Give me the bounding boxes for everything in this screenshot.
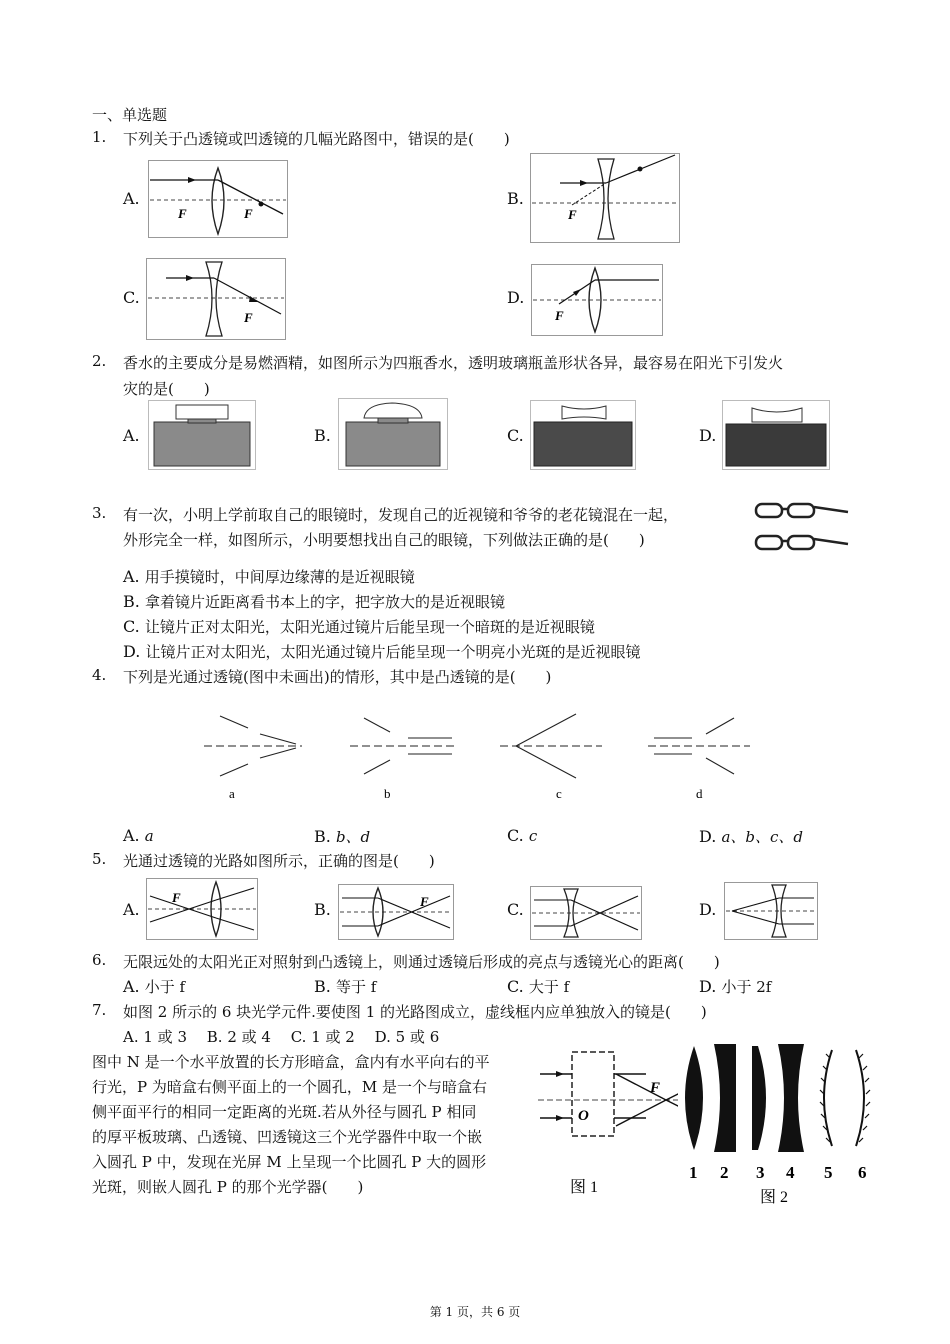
q4-option-d-text: a、b、c、d [721,828,803,846]
q4-fig-label-c: c [556,786,562,801]
q6-stem: 无限远处的太阳光正对照射到凸透镜上，则通过透镜后形成的亮点与透镜光心的距离( ) [123,953,720,971]
q3-option-b-text: 拿着镜片近距离看书本上的字，把字放大的是近视眼镜 [144,593,505,611]
q7-fig2-number-1: 1 [689,1163,698,1182]
q2-option-c[interactable]: C. [507,426,524,445]
q4-option-a-text: a [144,827,154,845]
q2-fig-a-perfume-bottle-flat-cap [148,400,256,470]
q3-option-a[interactable] [123,566,415,587]
q2-stem-line1: 香水的主要成分是易燃酒精，如图所示为四瓶香水，透明玻璃瓶盖形状各异，最容易在阳光下引发火 [123,354,784,372]
q7-fig2-number-5: 5 [824,1163,833,1182]
q5-option-a[interactable]: A. [123,900,140,919]
q1-number: 1. [92,128,107,146]
q3-fig-two-eyeglasses [752,498,852,560]
q5-number: 5. [92,850,107,868]
q8-text-line-4: 的厚平板玻璃、凸透镜、凹透镜这三个光学器件中取一个嵌 [92,1128,483,1146]
svg-text:F: F [244,206,253,221]
q3-stem-line1: 有一次，小明上学前取自己的眼镜时，发现自己的近视镜和爷爷的老花镜混在一起， [123,506,679,524]
q1-stem: 下列关于凸透镜或凹透镜的几幅光路图中，错误的是( ) [123,130,510,148]
q4-fig-light-paths [200,706,760,806]
q4-stem: 下列是光通过透镜(图中未画出)的情形，其中是凸透镜的是( ) [123,668,552,686]
q5-stem: 光通过透镜的光路如图所示，正确的图是( ) [123,852,435,870]
q7-fig2-number-2: 2 [720,1163,729,1182]
q6-option-b[interactable] [314,976,376,997]
q3-option-a-letter: A. [123,567,140,586]
q1-option-a[interactable]: A. [123,189,140,208]
q7-fig2-six-optical-elements [678,1040,874,1206]
q1-option-d[interactable]: D. [507,288,525,307]
section-title: 一、单选题 [92,106,168,124]
svg-text:F: F [178,206,187,221]
svg-text:F: F [568,207,577,222]
q1-option-c[interactable]: C. [123,288,140,307]
q8-text-line-6: 光斑，则嵌人圆孔 P 的那个光学器( ) [92,1178,364,1196]
q6-option-d-text: 小于 2f [721,978,772,996]
q5-fig-d-concave-lens [724,882,818,940]
q3-option-b-letter: B. [123,592,140,611]
q5-option-b[interactable]: B. [314,900,331,919]
q4-option-b-letter: B. [314,827,331,846]
svg-text:F: F [555,308,564,323]
q2-fig-d-perfume-bottle-shaped-cap [722,400,830,470]
q2-stem-line2: 灾的是( ) [123,380,210,398]
q8-text-line-2: 行光，P 为暗盒右侧平面上的一个圆孔，M 是一个与暗盒右 [92,1078,487,1096]
q3-option-c-text: 让镜片正对太阳光，太阳光通过镜片后能呈现一个暗斑的是近视眼镜 [144,618,595,636]
q4-option-c-text: c [528,827,538,845]
q4-fig-label-d: d [696,786,703,801]
q1-fig-a-convex-lens-diagram [148,160,288,238]
q6-option-d[interactable] [699,976,771,997]
q4-fig-label-b: b [384,786,391,801]
q1-fig-d-convex-lens-diagram [531,264,663,336]
q7-options[interactable]: A. 1 或 3 B. 2 或 4 C. 1 或 2 D. 5 或 6 [123,1028,440,1046]
q6-option-a-letter: A. [123,977,140,996]
page-footer: 第 1 页，共 6 页 [429,1305,521,1319]
q7-stem: 如图 2 所示的 6 块光学元件.要使图 1 的光路图成立，虚线框内应单独放入的镜是( ) [123,1003,707,1021]
q5-option-c[interactable]: C. [507,900,524,919]
q5-fig-b-convex-lens [338,884,454,940]
q7-fig2-caption: 图 2 [760,1189,789,1206]
q4-option-a[interactable] [123,826,154,845]
q3-option-d[interactable] [123,641,640,662]
q1-fig-b-concave-lens-diagram [530,153,680,243]
q4-fig-label-a: a [229,786,235,801]
q4-option-d-letter: D. [699,827,717,846]
q1-fig-c-concave-lens-diagram [146,258,286,340]
q7-number: 7. [92,1001,107,1019]
q4-option-b-text: b、d [335,828,371,846]
q3-option-d-letter: D. [123,642,141,661]
q4-option-d[interactable] [699,826,803,847]
q8-text-line-5: 入圆孔 P 中，发现在光屏 M 上呈现一个比圆孔 P 大的圆形 [92,1153,487,1171]
q6-option-d-letter: D. [699,977,717,996]
q3-number: 3. [92,504,107,522]
q6-option-a[interactable] [123,976,185,997]
q2-option-d[interactable]: D. [699,426,717,445]
q2-fig-c-perfume-bottle-concave-cap [530,400,636,470]
q6-option-b-text: 等于 f [335,978,377,996]
q3-option-b[interactable] [123,591,505,612]
q4-option-c-letter: C. [507,826,524,845]
q4-number: 4. [92,666,107,684]
q2-fig-b-perfume-bottle-convex-cap [338,398,448,470]
q6-option-c-text: 大于 f [528,978,570,996]
q3-option-c[interactable] [123,616,595,637]
q4-option-b[interactable] [314,826,370,847]
q6-option-b-letter: B. [314,977,331,996]
q7-fig1-focus-label: F [650,1080,661,1096]
svg-text:F: F [244,310,253,325]
q5-fig-c-concave-lens [530,886,642,940]
q4-option-a-letter: A. [123,826,140,845]
q4-option-c[interactable] [507,826,537,845]
q6-number: 6. [92,951,107,969]
q8-text-line-1: 图中 N 是一个水平放置的长方形暗盒，盒内有水平向右的平 [92,1053,490,1071]
q6-option-c-letter: C. [507,977,524,996]
q7-fig2-number-4: 4 [786,1163,795,1182]
svg-text:F: F [172,890,181,905]
q3-option-a-text: 用手摸镜时，中间厚边缘薄的是近视眼镜 [144,568,415,586]
q7-fig1-dashed-box-diagram [536,1042,686,1202]
q3-stem-line2: 外形完全一样，如图所示，小明要想找出自己的眼镜，下列做法正确的是( ) [123,531,645,549]
q7-fig2-number-6: 6 [858,1163,867,1182]
q2-option-b[interactable]: B. [314,426,331,445]
q3-option-d-text: 让镜片正对太阳光，太阳光通过镜片后能呈现一个明亮小光斑的是近视眼镜 [145,643,641,661]
q1-option-b[interactable]: B. [507,189,524,208]
q6-option-a-text: 小于 f [144,978,186,996]
svg-text:F: F [420,894,429,909]
q7-fig1-caption: 图 1 [570,1179,599,1196]
q5-fig-a-convex-lens [146,878,258,940]
q8-text-line-3: 侧平面平行的相同一定距离的光斑.若从外径与圆孔 P 相同 [92,1103,477,1121]
q3-option-c-letter: C. [123,617,140,636]
q7-fig1-origin-label: O [578,1108,589,1124]
q5-option-d[interactable]: D. [699,900,717,919]
q2-number: 2. [92,352,107,370]
q7-fig2-number-3: 3 [756,1163,765,1182]
q2-option-a[interactable]: A. [123,426,140,445]
q6-option-c[interactable] [507,976,569,997]
